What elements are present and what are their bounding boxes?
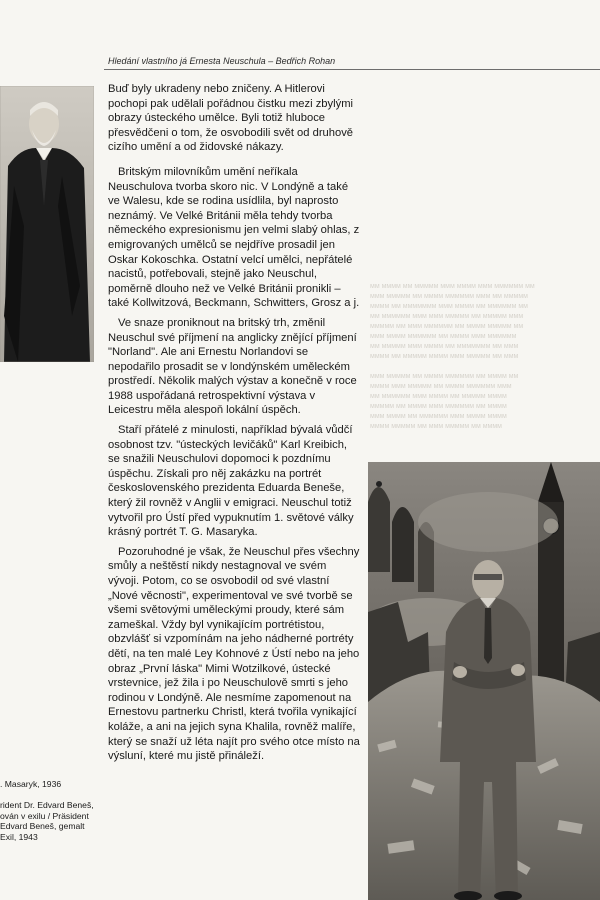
- show-through-text: ᴍᴍ ᴍᴍᴍᴍ ᴍᴍ ᴍᴍᴍᴍᴍ ᴍᴍᴍ ᴍᴍᴍᴍ ᴍᴍᴍ ᴍᴍᴍᴍᴍᴍ ᴍᴍ ᴍᴍᴍ ᴍᴍᴍᴍᴍ ᴍᴍ ᴍᴍᴍᴍ ᴍᴍᴍᴍᴍᴍ ᴍᴍᴍ ᴍᴍ ᴍᴍᴍᴍᴍ ᴍᴍᴍᴍ ᴍᴍ ᴍᴍᴍᴍᴍᴍᴍ ᴍᴍᴍ ᴍᴍᴍᴍ ᴍᴍ ᴍᴍᴍᴍᴍᴍ ᴍᴍ ᴍᴍ ᴍᴍᴍᴍᴍᴍ ᴍᴍᴍ ᴍᴍᴍ ᴍᴍᴍᴍᴍ ᴍᴍ ᴍᴍᴍᴍᴍ ᴍᴍᴍ ᴍᴍᴍᴍᴍ ᴍᴍ ᴍᴍᴍ ᴍᴍᴍᴍᴍᴍ ᴍᴍ ᴍᴍᴍᴍ ᴍᴍᴍᴍᴍ ᴍᴍ ᴍᴍᴍ ᴍᴍᴍᴍ ᴍᴍᴍᴍᴍᴍ ᴍᴍ ᴍᴍᴍᴍ ᴍᴍᴍ ᴍᴍᴍᴍᴍᴍ ᴍᴍ ᴍᴍᴍᴍᴍ ᴍᴍᴍ ᴍᴍᴍᴍ ᴍᴍ ᴍᴍᴍᴍᴍᴍᴍ ᴍᴍ ᴍᴍᴍ ᴍᴍᴍᴍ ᴍᴍ ᴍᴍᴍᴍᴍ ᴍᴍᴍᴍ ᴍᴍᴍ ᴍᴍᴍᴍᴍ ᴍᴍ ᴍᴍᴍ ᴍᴍᴍ ᴍᴍᴍᴍᴍ ᴍᴍ ᴍᴍᴍᴍ ᴍᴍᴍᴍᴍᴍ ᴍᴍ ᴍᴍᴍᴍ ᴍᴍ ᴍᴍᴍᴍ ᴍᴍᴍ ᴍᴍᴍᴍᴍ ᴍᴍ ᴍᴍᴍᴍ ᴍᴍᴍᴍᴍᴍ ᴍᴍᴍ ᴍᴍ ᴍᴍᴍᴍᴍᴍ ᴍᴍᴍ ᴍᴍᴍᴍ ᴍᴍ ᴍᴍᴍᴍᴍ ᴍᴍᴍᴍ ᴍᴍᴍᴍᴍ ᴍᴍ ᴍᴍᴍᴍ ᴍᴍᴍ ᴍᴍᴍᴍᴍᴍ ᴍᴍ ᴍᴍᴍᴍ ᴍᴍᴍ ᴍᴍᴍᴍ ᴍᴍ ᴍᴍᴍᴍᴍᴍ ᴍᴍᴍ ᴍᴍᴍᴍ ᴍᴍᴍᴍ ᴍᴍᴍᴍ ᴍᴍᴍᴍᴍ ᴍᴍ ᴍᴍᴍ ᴍᴍᴍᴍᴍ ᴍᴍ ᴍᴍᴍᴍ: [370, 283, 535, 430]
- masaryk-portrait-photo: [0, 86, 94, 362]
- header-rule: [104, 69, 600, 70]
- benes-caption: rident Dr. Edvard Beneš, ován v exilu / Präsident Edvard Beneš, gemalt Exil, 1943: [0, 800, 94, 842]
- benes-painting-image: [368, 462, 600, 900]
- paragraph: Pozoruhodné je však, že Neuschul přes všechny smůly a neštěstí nikdy nestagnoval ve svém vývoji. Potom, co se osvobodil od své vlastní „Nové věcnosti", experimentoval ve své tvorbě se všemi světovými uměleckými proudy, které sám zameškal. Vždy byl vynikajícím portrétistou, obzvlášť si vzpomínám na jeho nádherné portréty dětí, na ten malé Ley Kohnové z Ústí nebo na jeho obraz „První láska" Mimi Wotzilkové, ústecké vrstevnice, jež žila i po Neuschulově smrti s jeho rodinou v Londýně. Ale nesmíme zapomenout na Ernestovu partnerku Christl, která tvořila vynikající koláže, a ani na jejich syna Khalila, rovněž malíře, který se snaží už léta najít pro svého otce místo na výsluní, které mu jistě přináleží.: [108, 545, 360, 763]
- paragraph: Ve snaze proniknout na britský trh, změnil Neuschul své příjmení na anglicky znějící příjmení "Norland". Ale ani Ernestu Norlandovi se nepodařilo prosadit se v londýnském uměleckém prostředí. Několik malých výstav a konečně v roce 1988 uspořádaná retrospektivní výstava v Leicestru měla alespoň lokální úspěch.: [108, 316, 357, 417]
- paragraph: Staří přátelé z minulosti, například bývalá vůdčí osobnost tzv. "ústeckých levičáků" Karl Kreibich, se snažili Neuschulovi dopomoci k pozdnímu úspěchu. Získali pro něj zakázku na portrét československého prezidenta Eduarda Beneše, který žil rovněž v Anglii v emigraci. Neuschul totiž vytvořil pro Ústí před vypuknutím 1. světové války krásný portrét T. G. Masaryka.: [108, 424, 354, 539]
- article-body: [108, 82, 360, 769]
- paragraph: Britským milovníkům umění neříkala Neuschulova tvorba skoro nic. V Londýně a také ve Walesu, kde se rodina usídlila, byl naprosto neznámý. Ve Velké Británii měla tehdy tvorba německého expresionismu jen velmi slabý ohlas, z emigrovaných umělců se nejdříve prosadil jen Oskar Kokoschka. Ostatní velcí umělci, nepřátelé nacistů, potřebovali, stejně jako Neuschul, poměrně dlouho než ve Velké Británii pronikli – také Kollwitzová, Beckmann, Schwitters, Grosz a j.: [108, 165, 360, 310]
- masaryk-caption: . Masaryk, 1936: [0, 779, 62, 789]
- running-head: Hledání vlastního já Ernesta Neuschula – Bedřich Rohan: [108, 56, 336, 66]
- paragraph: Buď byly ukradeny nebo zničeny. A Hitlerovi pochopi pak udělali pořádnou čistku mezi zbylými obrazy ústeckého umělce. Byli totiž hluboce přesvědčeni o tom, že osvobodili svět od druhově cizího umění a od židovské nákazy.: [108, 83, 354, 154]
